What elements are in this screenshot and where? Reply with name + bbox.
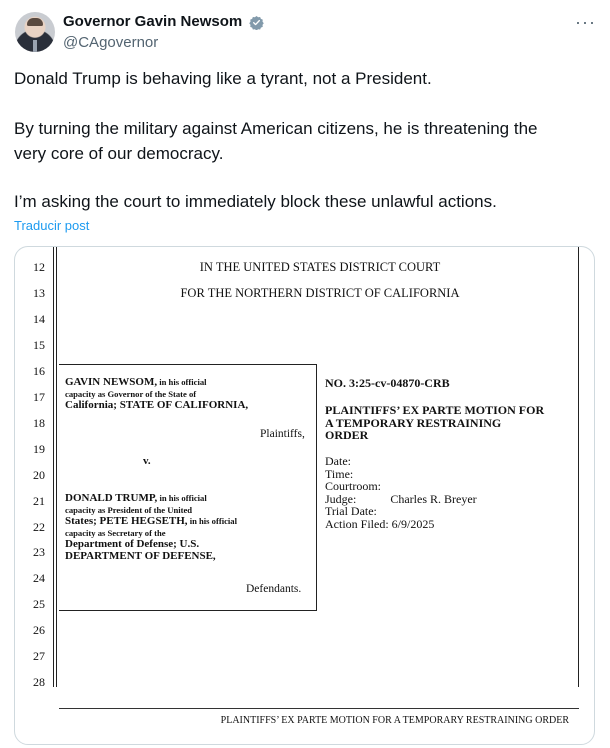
line-number: 16 xyxy=(33,363,45,378)
author-name[interactable]: Governor Gavin Newsom xyxy=(63,13,243,30)
case-number: NO. 3:25-cv-04870-CRB xyxy=(325,376,450,390)
line-number: 23 xyxy=(33,545,45,560)
plaintiff-caption: GAVIN NEWSOM, in his official capacity as Governor of the State of California; STATE OF CALIFORNIA, xyxy=(65,376,249,411)
tweet-text-line: I’m asking the court to immediately block these unlawful actions. xyxy=(14,192,497,211)
line-number: 21 xyxy=(33,493,45,508)
margin-rule xyxy=(578,247,579,687)
defendants-label: Defendants. xyxy=(246,583,302,595)
line-number: 27 xyxy=(33,649,45,664)
document-footer: PLAINTIFFS’ EX PARTE MOTION FOR A TEMPORARY RESTRAINING ORDER xyxy=(220,715,569,726)
tweet-text-line: very core of our democracy. xyxy=(14,144,224,163)
defendant-caption: DONALD TRUMP, in his official capacity as President of the United States; PETE HEGSETH, in his official capacity as Secretary of the Department of Defense; U.S. DEPARTMENT OF DEFENSE, xyxy=(65,492,237,562)
verified-badge-icon xyxy=(249,15,264,30)
court-district: FOR THE NORTHERN DISTRICT OF CALIFORNIA xyxy=(180,286,460,300)
plaintiffs-label: Plaintiffs, xyxy=(260,428,305,440)
tweet-text-line: Donald Trump is behaving like a tyrant, not a President. xyxy=(14,69,432,88)
line-number: 13 xyxy=(33,285,45,300)
court-name: IN THE UNITED STATES DISTRICT COURT xyxy=(199,260,441,274)
line-number: 24 xyxy=(33,571,45,586)
more-options-icon[interactable]: ··· xyxy=(575,12,596,32)
line-number: 19 xyxy=(33,441,45,456)
motion-title: PLAINTIFFS’ EX PARTE MOTION FOR A TEMPORARY RESTRAINING ORDER xyxy=(325,403,545,442)
author-handle[interactable]: @CAgovernor xyxy=(63,34,159,51)
line-number: 26 xyxy=(33,623,45,638)
line-number: 25 xyxy=(33,597,45,612)
hearing-fields: Date: Time: Courtroom: Judge: Charles R. Breyer Trial Date: Action Filed: 6/9/2025 xyxy=(325,454,477,531)
line-number: 28 xyxy=(33,675,45,690)
versus: v. xyxy=(143,455,151,467)
translate-post-link[interactable]: Traducir post xyxy=(14,218,90,233)
tweet-text-line: By turning the military against American citizens, he is threatening the xyxy=(14,119,538,138)
court-document xyxy=(15,247,594,744)
line-number: 14 xyxy=(33,311,45,326)
line-number: 18 xyxy=(33,415,45,430)
line-number: 17 xyxy=(33,389,45,404)
line-number: 15 xyxy=(33,337,45,352)
margin-rule xyxy=(56,247,57,687)
author-avatar[interactable] xyxy=(15,12,55,52)
attached-document-image[interactable] xyxy=(14,246,595,745)
margin-rule xyxy=(53,247,54,687)
footer-rule xyxy=(59,708,579,709)
line-number: 22 xyxy=(33,519,45,534)
line-number: 20 xyxy=(33,467,45,482)
line-number: 12 xyxy=(33,260,45,274)
